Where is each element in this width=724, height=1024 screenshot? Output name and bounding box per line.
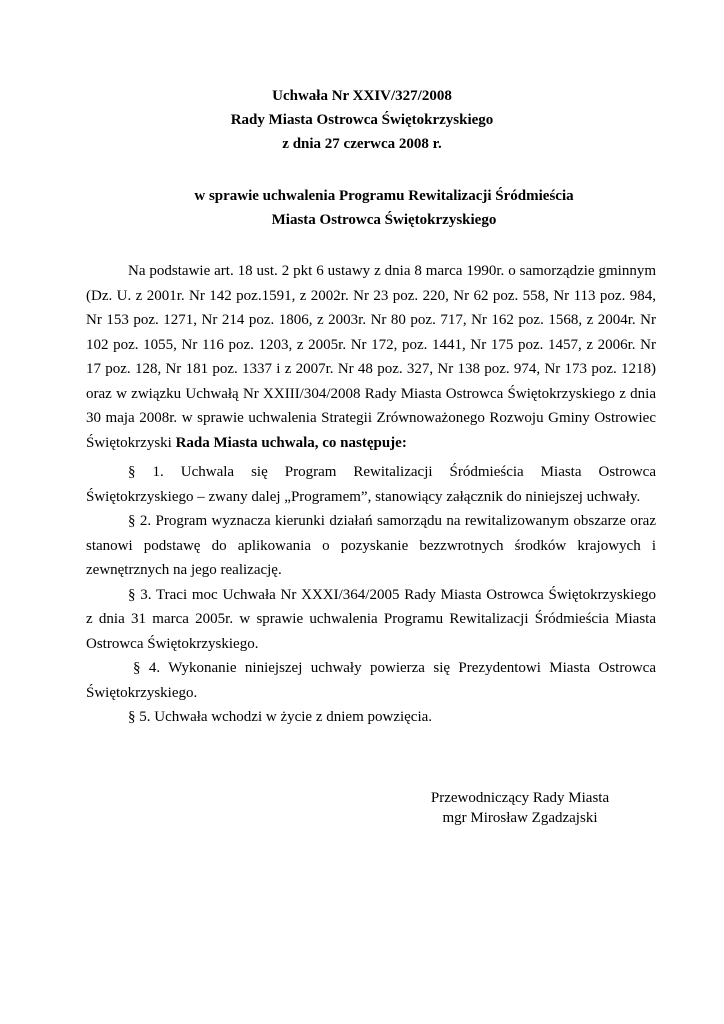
section-paragraph-3: § 3. Traci moc Uchwała Nr XXXI/364/2005 Rady Miasta Ostrowca Świętokrzyskiego z dnia 31 marca 2005r. w sprawie uchwalenia Programu Rewitalizacji Śródmieścia Miasta Ostrowca Świętokrzyskiego. xyxy=(86,586,656,652)
subject-line-1: w sprawie uchwalenia Programu Rewitalizacji Śródmieścia xyxy=(194,188,574,204)
resolution-subject xyxy=(22,184,724,232)
preamble xyxy=(86,259,656,455)
resolution-title xyxy=(0,84,724,156)
signatory-name: mgr Mirosław Zgadzajski xyxy=(442,810,598,826)
resolution-number: Uchwała Nr XXIV/327/2008 xyxy=(272,88,452,104)
section-paragraph-1: § 1. Uchwala się Program Rewitalizacji Śródmieścia Miasta Ostrowca Świętokrzyskiego – zwany dalej „Programem”, stanowiący załącznik do niniejszej uchwały. xyxy=(86,464,656,505)
subject-line-2: Miasta Ostrowca Świętokrzyskiego xyxy=(271,212,497,228)
section-paragraph-4: § 4. Wykonanie niniejszej uchwały powierza się Prezydentowi Miasta Ostrowca Świętokrzyskiego. xyxy=(86,660,656,701)
issuing-body: Rady Miasta Ostrowca Świętokrzyskiego xyxy=(230,112,494,128)
section-paragraph-2: § 2. Program wyznacza kierunki działań samorządu na rewitalizowanym obszarze oraz stanowi podstawę do aplikowania o pozyskanie bezzwrotnych środków krajowych i zewnętrznych na jego realizację. xyxy=(86,513,656,578)
preamble-paragraph xyxy=(86,259,656,455)
signatory-role: Przewodniczący Rady Miasta xyxy=(430,790,610,806)
sections-list xyxy=(86,460,656,730)
section-paragraph-5: § 5. Uchwała wchodzi w życie z dniem powzięcia. xyxy=(128,709,433,725)
legal-basis-text: Na podstawie art. 18 ust. 2 pkt 6 ustawy z dnia 8 marca 1990r. o samorządzie gminnym (Dz. U. z 2001r. Nr 142 poz.1591, z 2002r. Nr 23 poz. 220, Nr 62 poz. 558, Nr 113 poz. 984, Nr 153 poz. 1271, Nr 214 poz. 1806, z 2003r. Nr 80 poz. 717, Nr 162 poz. 1568, z 2004r. Nr 102 poz. 1055, Nr 116 poz. 1203, z 2005r. Nr 172, poz. 1441, Nr 175 poz. 1457, z 2006r. Nr 17 poz. 128, Nr 181 poz. 1337 i z 2007r. Nr 48 poz. 327, Nr 138 poz. 974, Nr 173 poz. 1218) oraz w związku Uchwałą Nr XXIII/304/2008 Rady Miasta Ostrowca Świętokrzyskiego z dnia 30 maja 2008r. w sprawie uchwalenia Strategii Zrównoważonego Rozwoju Gminy Ostrowiec Świętokrzyski xyxy=(86,263,656,451)
enacting-clause: Rada Miasta uchwala, co następuje: xyxy=(175,434,407,451)
signature-block xyxy=(400,788,640,828)
resolution-date: z dnia 27 czerwca 2008 r. xyxy=(282,136,442,152)
